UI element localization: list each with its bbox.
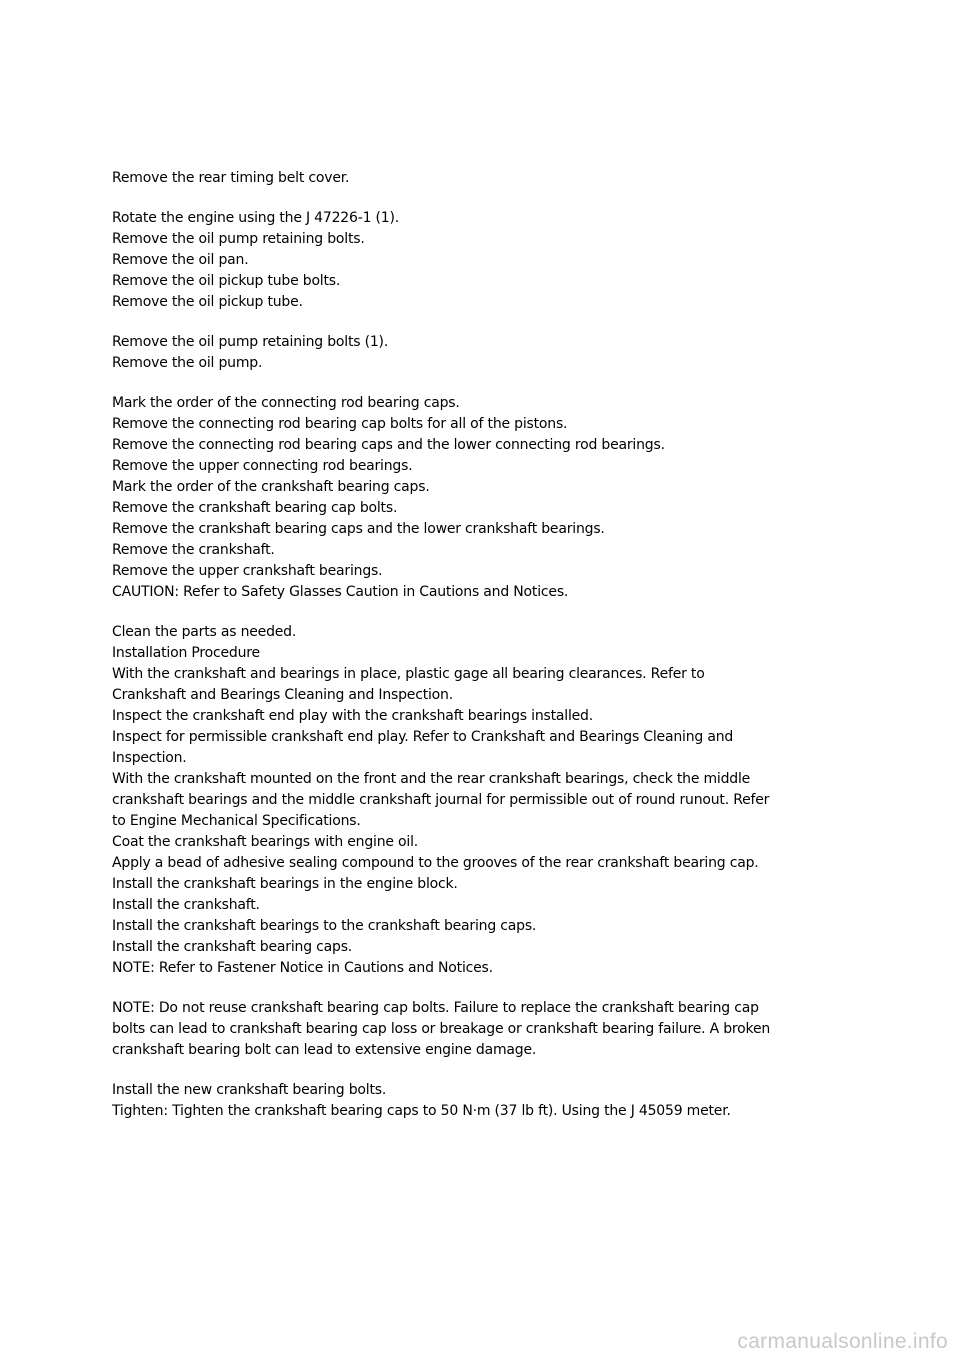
text-line: Install the new crankshaft bearing bolts. [112, 1082, 387, 1098]
text-line: Remove the connecting rod bearing cap bolts for all of the pistons. [112, 416, 568, 432]
site-watermark: carmanualsonline.info [737, 1330, 948, 1353]
section-oil-pan-removal [112, 208, 852, 313]
procedure-text [112, 168, 852, 1122]
text-line: Inspect the crankshaft end play with the crankshaft bearings installed. [112, 708, 593, 724]
caution-line: CAUTION: Refer to Safety Glasses Caution in Cautions and Notices. [112, 584, 569, 600]
subheading: Installation Procedure [112, 645, 260, 661]
section-cover-removal [112, 168, 852, 189]
text-line: Remove the oil pan. [112, 252, 249, 268]
text-line: Remove the crankshaft bearing cap bolts. [112, 500, 398, 516]
section-crankshaft-removal [112, 393, 852, 603]
paragraph-gap [112, 189, 852, 208]
paragraph-gap [112, 979, 852, 998]
text-line: Rotate the engine using the J 47226-1 (1). [112, 210, 400, 226]
text-line: Remove the oil pickup tube bolts. [112, 273, 341, 289]
text-line: Crankshaft and Bearings Cleaning and Inspection. [112, 687, 453, 703]
paragraph-gap [112, 374, 852, 393]
text-line: Remove the crankshaft. [112, 542, 275, 558]
text-line: With the crankshaft mounted on the front and the rear crankshaft bearings, check the middle [112, 771, 751, 787]
note-line: NOTE: Do not reuse crankshaft bearing cap bolts. Failure to replace the crankshaft bearing cap [112, 1000, 759, 1016]
section-bolt-note [112, 998, 852, 1061]
text-line: crankshaft bearings and the middle crankshaft journal for permissible out of round runout. Refer [112, 792, 770, 808]
text-line: crankshaft bearing bolt can lead to extensive engine damage. [112, 1042, 537, 1058]
section-installation [112, 622, 852, 979]
paragraph-gap [112, 1061, 852, 1080]
text-line: Remove the oil pump. [112, 355, 263, 371]
text-line: Install the crankshaft bearings in the engine block. [112, 876, 458, 892]
text-line: Tighten: Tighten the crankshaft bearing caps to 50 N·m (37 lb ft). Using the J 45059 meter. [112, 1103, 731, 1119]
text-line: bolts can lead to crankshaft bearing cap loss or breakage or crankshaft bearing failure. A broken [112, 1021, 771, 1037]
text-line: Remove the oil pump retaining bolts. [112, 231, 365, 247]
text-line: Remove the rear timing belt cover. [112, 170, 350, 186]
text-line: Clean the parts as needed. [112, 624, 297, 640]
text-line: Remove the connecting rod bearing caps and the lower connecting rod bearings. [112, 437, 665, 453]
text-line: Remove the oil pickup tube. [112, 294, 303, 310]
text-line: Mark the order of the connecting rod bearing caps. [112, 395, 460, 411]
text-line: Remove the upper crankshaft bearings. [112, 563, 383, 579]
section-bolt-install [112, 1080, 852, 1122]
text-line: Apply a bead of adhesive sealing compound to the grooves of the rear crankshaft bearing cap. [112, 855, 759, 871]
text-line: Mark the order of the crankshaft bearing caps. [112, 479, 430, 495]
text-line: Install the crankshaft bearing caps. [112, 939, 353, 955]
note-line: NOTE: Refer to Fastener Notice in Cautions and Notices. [112, 960, 493, 976]
text-line: Inspect for permissible crankshaft end play. Refer to Crankshaft and Bearings Cleaning and [112, 729, 734, 745]
text-line: Remove the upper connecting rod bearings. [112, 458, 413, 474]
paragraph-gap [112, 603, 852, 622]
text-line: Coat the crankshaft bearings with engine oil. [112, 834, 419, 850]
text-line: Remove the oil pump retaining bolts (1). [112, 334, 389, 350]
text-line: Install the crankshaft. [112, 897, 260, 913]
text-line: to Engine Mechanical Specifications. [112, 813, 361, 829]
paragraph-gap [112, 313, 852, 332]
text-line: With the crankshaft and bearings in place, plastic gage all bearing clearances. Refer to [112, 666, 705, 682]
text-line: Inspection. [112, 750, 187, 766]
text-line: Install the crankshaft bearings to the crankshaft bearing caps. [112, 918, 537, 934]
text-line: Remove the crankshaft bearing caps and the lower crankshaft bearings. [112, 521, 605, 537]
section-oil-pump-removal [112, 332, 852, 374]
